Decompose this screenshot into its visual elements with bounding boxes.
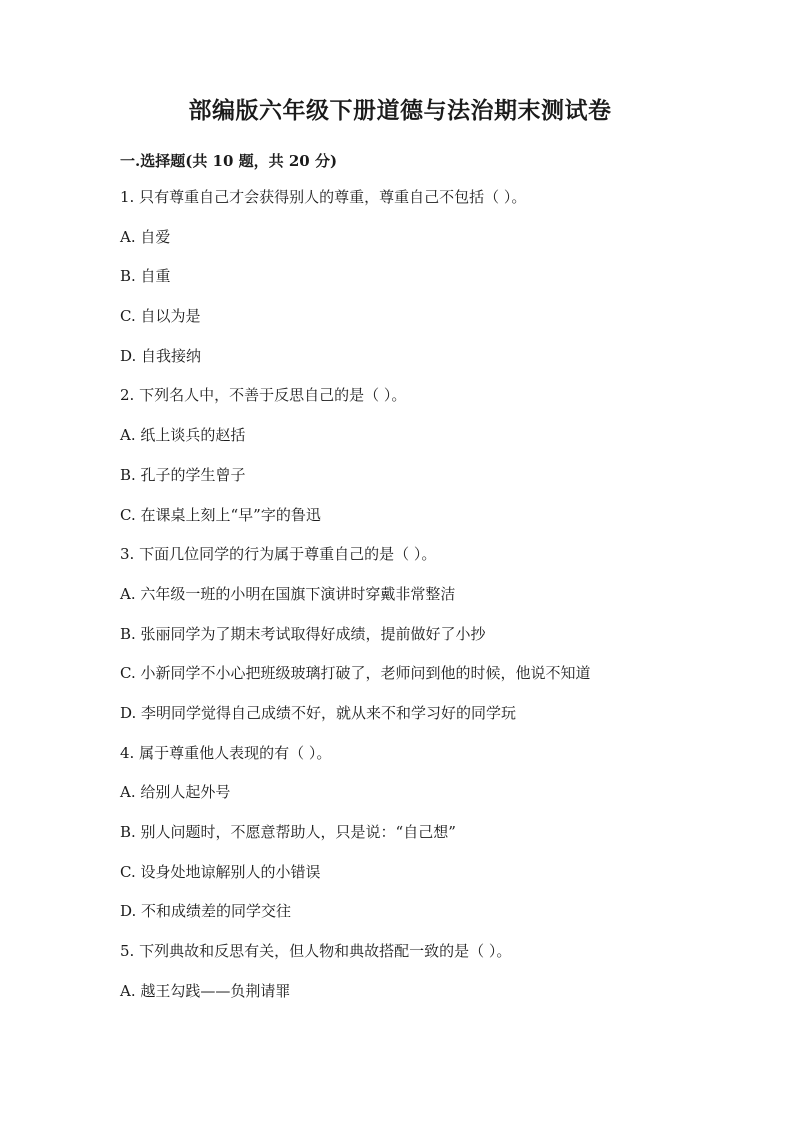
option-line: B. 自重 <box>120 267 171 286</box>
question-line: 5. 下列典故和反思有关，但人物和典故搭配一致的是（ ）。 <box>120 942 512 961</box>
option-line: D. 不和成绩差的同学交往 <box>120 902 292 921</box>
option-line: C. 设身处地谅解别人的小错误 <box>120 862 321 881</box>
option-line: D. 自我接纳 <box>120 346 202 365</box>
question-line: 2. 下列名人中，不善于反思自己的是（ ）。 <box>120 386 407 405</box>
section-heading: 一.选择题(共 10 题，共 20 分) <box>120 152 338 170</box>
option-line: A. 给别人起外号 <box>120 783 231 802</box>
option-line: C. 自以为是 <box>120 307 201 326</box>
option-line: D. 李明同学觉得自己成绩不好，就从来不和学习好的同学玩 <box>120 703 517 722</box>
option-line: A. 六年级一班的小明在国旗下演讲时穿戴非常整洁 <box>120 584 456 603</box>
exam-title: 部编版六年级下册道德与法治期末测试卷 <box>188 97 612 124</box>
option-line: A. 自爱 <box>120 227 171 246</box>
option-line: B. 别人问题时，不愿意帮助人，只是说：“自己想” <box>120 823 456 841</box>
option-line: C. 小新同学不小心把班级玻璃打破了，老师问到他的时候，他说不知道 <box>120 664 591 683</box>
option-line: B. 孔子的学生曾子 <box>120 465 246 484</box>
question-line: 3. 下面几位同学的行为属于尊重自己的是（ ）。 <box>120 545 437 564</box>
option-line: B. 张丽同学为了期末考试取得好成绩，提前做好了小抄 <box>120 624 486 643</box>
question-line: 4. 属于尊重他人表现的有（ ）。 <box>120 743 332 762</box>
option-line: A. 越王勾践——负荆请罪 <box>120 981 291 1000</box>
question-list <box>120 186 720 1019</box>
option-line: C. 在课桌上刻上“早”字的鲁迅 <box>120 505 321 524</box>
question-line: 1. 只有尊重自己才会获得别人的尊重，尊重自己不包括（ ）。 <box>120 188 527 206</box>
option-line: A. 纸上谈兵的赵括 <box>120 426 246 445</box>
